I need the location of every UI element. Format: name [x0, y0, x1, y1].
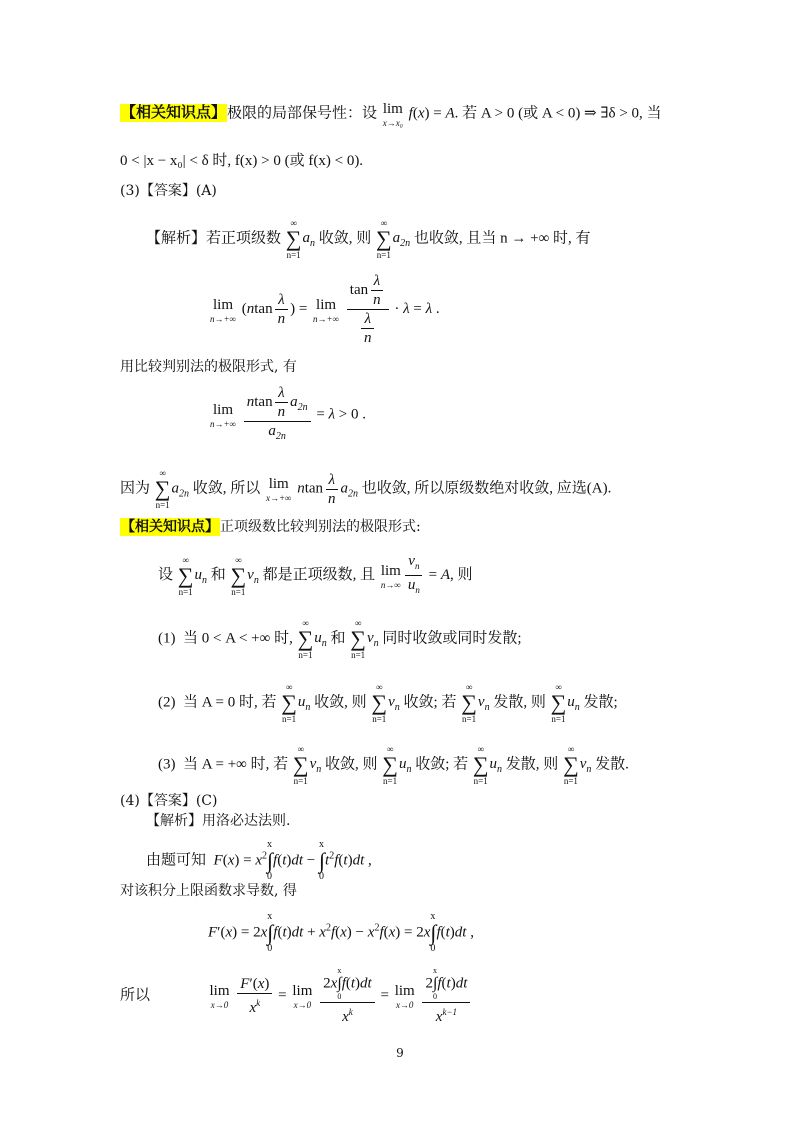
knowledge-setup: 设 ∞ ∑ n=1 $u_n$ 和 ∞ ∑ n=1 $v_n$ 都是正项级数, 且 lim n→∞ $\frac{v_n}{u_n}$ = A, 则	[158, 553, 473, 597]
comparison-line: 用比较判别法的极限形式, 有	[120, 359, 297, 375]
case-3: (3) 当 A = +∞ 时, 若 ∞ ∑ n=1 $v_n$ 收敛, 则 ∞ ∑ n=1 $u_n$ 收敛; 若 ∞ ∑ n=1 $u_n$ 发散, 则 ∞ ∑ n=1 $v_n$ 发散.	[158, 744, 629, 786]
given-line: 由题可知 $F(x) = x^2$ x ∫ 0 f(t)dt − x ∫ 0 $t^2f(t)dt$ ,	[146, 839, 372, 882]
case-1: (1) 当 0 < A < +∞ 时, ∞ ∑ n=1 $u_n$ 和 ∞ ∑ n=1 $v_n$ 同时收敛或同时发散;	[158, 618, 522, 660]
knowledge-tag-2: 【相关知识点】	[121, 519, 219, 535]
limit-symbol: lim x→x₀	[382, 101, 403, 128]
knowledge-line-1: 【相关知识点】极限的局部保号性：设 lim x→x₀ f(x) = A. 若 A > 0 (或 A < 0) ⇒ ∃δ > 0, 当	[121, 101, 662, 128]
derivative-line: 对该积分上限函数求导数, 得	[120, 883, 297, 899]
knowledge-tag: 【相关知识点】	[121, 105, 227, 122]
equation-limit-final: 所以 lim x→0 $\frac{F'(x)}{x^k}$ = lim x→0 2x x ∫ 0 f(t)dt $x^k$ = lim x→0 2 x ∫ 0 f(t)dt $x^{k-1}$	[120, 966, 472, 1026]
answer-3: (3)【答案】(A)	[120, 183, 217, 199]
analysis-3: 【解析】若正项级数 ∞ ∑ n=1 $a_n$ 收敛, 则 ∞ ∑ n=1 $a_{2n}$ 也收敛, 且当 n → +∞ 时, 有	[146, 218, 591, 260]
equation-lim-tan: lim n→+∞ (ntan $\frac{\lambda}{n}$ ) = lim n→+∞ tan $\frac{\lambda}{n}$ $\frac{\lambda}{n}$ · λ = λ .	[210, 273, 440, 346]
analysis-4: 【解析】用洛必达法则.	[146, 813, 291, 829]
knowledge-line-3: 【相关知识点】正项级数比较判别法的极限形式:	[121, 519, 421, 535]
answer-4: (4)【答案】(C)	[120, 793, 218, 809]
because-line: 因为 ∞ ∑ n=1 $a_{2n}$ 收敛, 所以 lim x→+∞ ntan $\frac{\lambda}{n}$ $a_{2n}$ 也收敛, 所以原级数绝对收敛, 应选(A).	[120, 468, 612, 510]
knowledge-line-2: 0 < |x − x₀| < δ 时, f(x) > 0 (或 f(x) < 0).	[120, 153, 364, 169]
equation-ratio: lim n→+∞ ntan $\frac{\lambda}{n}$ $a_{2n}$ $a_{2n}$ = λ > 0 .	[210, 385, 367, 442]
equation-derivative: F′(x) = 2x x ∫ 0 $f(t)dt + x^2f(x) - x^2f(x) = 2x$ x ∫ 0 f(t)dt ,	[208, 911, 474, 954]
case-2: (2) 当 A = 0 时, 若 ∞ ∑ n=1 $u_n$ 收敛, 则 ∞ ∑ n=1 $v_n$ 收敛; 若 ∞ ∑ n=1 $v_n$ 发散, 则 ∞ ∑ n=1 $u_n$ 发散;	[158, 682, 618, 724]
page-number: 9	[396, 1046, 404, 1060]
